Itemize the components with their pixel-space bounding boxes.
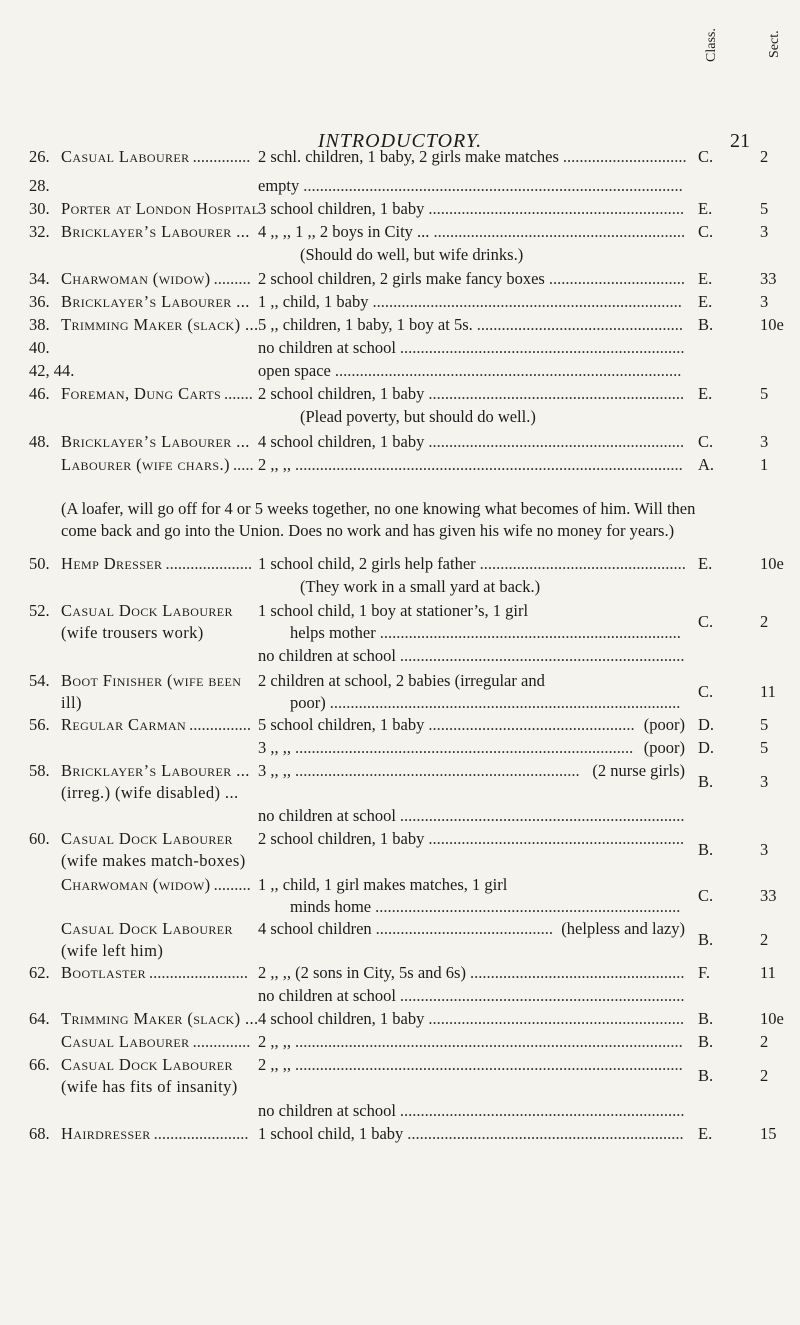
entry-row <box>0 645 800 667</box>
class-letter: C. <box>698 432 714 451</box>
section-number: 5 <box>760 384 769 403</box>
entry-row <box>0 291 800 313</box>
house-number: 30. <box>29 199 50 218</box>
dot-leader: ......... <box>213 269 251 288</box>
occupation-note: (wife makes match-boxes) <box>61 851 246 870</box>
class-letter: E. <box>698 292 713 311</box>
dot-leader: ......................................................................... <box>379 623 681 642</box>
occupation: Bricklayer’s Labourer ... <box>61 761 250 780</box>
entry-row <box>0 431 800 453</box>
entry-row <box>0 360 800 382</box>
entry-row <box>0 454 800 476</box>
household-description-cont: poor) <box>290 693 326 712</box>
household-description: 4 school children, 1 baby <box>258 1009 425 1028</box>
dot-leader: .................................................. <box>476 315 684 334</box>
household-remark: (poor) <box>643 738 685 757</box>
dot-leader: ....... <box>224 384 253 403</box>
dot-leader: ................................. <box>548 269 685 288</box>
household-remark: (poor) <box>643 715 685 734</box>
dot-leader: ............................................................................................ <box>303 176 683 195</box>
household-description: open space <box>258 361 331 380</box>
household-description: 1 school child, 1 baby <box>258 1124 404 1143</box>
household-description: 5 ,, children, 1 baby, 1 boy at 5s. <box>258 315 473 334</box>
occupation: Bootlaster <box>61 963 147 982</box>
dot-leader: .............................................................. <box>428 199 685 218</box>
occupation: Regular Carman <box>61 715 187 734</box>
class-letter: B. <box>698 930 714 949</box>
entry-row <box>0 337 800 359</box>
entry-row <box>0 406 800 428</box>
house-number: 34. <box>29 269 50 288</box>
entry-row <box>0 314 800 336</box>
entry-row <box>0 1054 800 1096</box>
class-letter: C. <box>698 222 714 241</box>
section-number: 11 <box>760 682 776 701</box>
dot-leader: ............... <box>189 715 251 734</box>
dot-leader: .................................................................................... <box>334 361 682 380</box>
section-number: 5 <box>760 199 769 218</box>
household-description: 3 ,, ,, <box>258 738 291 757</box>
class-letter: E. <box>698 554 713 573</box>
house-number: 60. <box>29 829 50 848</box>
entry-row <box>0 918 800 960</box>
household-description: no children at school <box>258 338 396 357</box>
sect-column-header: Sect. <box>767 30 782 58</box>
class-letter: B. <box>698 840 714 859</box>
dot-leader: ........................................................................... <box>372 292 682 311</box>
section-number: 2 <box>760 612 769 631</box>
house-number: 32. <box>29 222 50 241</box>
household-description: empty <box>258 176 300 195</box>
occupation: Charwoman (widow) <box>61 269 211 288</box>
entry-row <box>0 268 800 290</box>
house-number: 46. <box>29 384 50 403</box>
entry-row <box>0 828 800 870</box>
class-letter: D. <box>698 715 715 734</box>
dot-leader: .............................................................................................. <box>295 1055 683 1074</box>
section-number: 3 <box>760 772 769 791</box>
entry-row <box>0 1123 800 1145</box>
occupation: Hemp Dresser <box>61 554 163 573</box>
occupation-note: (wife has fits of insanity) <box>61 1077 238 1096</box>
section-number: 15 <box>760 1124 777 1143</box>
house-number: 68. <box>29 1124 50 1143</box>
dot-leader: ............................................................. <box>433 222 686 241</box>
household-remark: (helpless and lazy) <box>561 919 685 938</box>
section-number: 10e <box>760 554 784 573</box>
occupation: Bricklayer’s Labourer ... <box>61 432 250 451</box>
class-letter: C. <box>698 886 714 905</box>
house-number: 58. <box>29 761 50 780</box>
class-column-header: Class. <box>704 28 719 62</box>
household-description: 2 children at school, 2 babies (irregular and <box>258 671 545 690</box>
class-letter: B. <box>698 1032 714 1051</box>
class-letter: E. <box>698 1124 713 1143</box>
class-letter: A. <box>698 455 715 474</box>
household-description: (Should do well, but wife drinks.) <box>300 245 524 264</box>
entry-row <box>0 985 800 1007</box>
household-description: no children at school <box>258 1101 396 1120</box>
household-description: 1 school child, 2 girls help father <box>258 554 476 573</box>
household-description: 2 ,, ,, (2 sons in City, 5s and 6s) <box>258 963 466 982</box>
entry-row <box>0 1100 800 1122</box>
chapter-title: INTRODUCTORY. <box>317 130 483 152</box>
household-description: no children at school <box>258 986 396 1005</box>
dot-leader: .............................................................. <box>428 1009 685 1028</box>
occupation-note: (irreg.) (wife disabled) ... <box>61 783 239 802</box>
section-number: 33 <box>760 269 777 288</box>
household-description-cont: minds home <box>290 897 372 916</box>
household-description: 2 ,, ,, <box>258 455 291 474</box>
entry-row <box>0 1008 800 1030</box>
section-number: 3 <box>760 292 769 311</box>
household-description: 1 ,, child, 1 girl makes matches, 1 girl <box>258 875 508 894</box>
occupation-note: (wife trousers work) <box>61 623 204 642</box>
house-number: 64. <box>29 1009 50 1028</box>
entry-row <box>0 175 800 197</box>
loafer-note: (A loafer, will go off for 4 or 5 weeks together, no one knowing what becomes of him. Will then come back and go into the Union. Does no work and has given his wife no money for years.) <box>61 499 696 540</box>
entry-row <box>0 1031 800 1053</box>
household-description: no children at school <box>258 806 396 825</box>
entry-row <box>0 221 800 243</box>
dot-leader: ..... <box>232 455 254 474</box>
section-number: 3 <box>760 840 769 859</box>
entry-row <box>0 576 800 598</box>
household-description: 2 school children, 1 baby <box>258 384 425 403</box>
section-number: 33 <box>760 886 777 905</box>
section-number: 5 <box>760 715 769 734</box>
occupation: Casual Labourer <box>61 147 190 166</box>
class-letter: E. <box>698 269 713 288</box>
dot-leader: ..................................................................... <box>399 1101 685 1120</box>
dot-leader: .................................................. <box>428 715 635 734</box>
class-letter: F. <box>698 963 710 982</box>
house-number: 26. <box>29 147 50 166</box>
household-description: 4 school children, 1 baby <box>258 432 425 451</box>
household-description: 3 school children, 1 baby <box>258 199 425 218</box>
entry-row <box>0 962 800 984</box>
house-number: 42, 44. <box>29 361 75 380</box>
section-number: 5 <box>760 738 769 757</box>
entry-row <box>0 670 800 712</box>
household-description: 3 ,, ,, <box>258 761 291 780</box>
household-description: (They work in a small yard at back.) <box>300 577 541 596</box>
occupation: Casual Dock Labourer <box>61 919 233 938</box>
dot-leader: .............. <box>192 147 251 166</box>
class-letter: B. <box>698 772 714 791</box>
section-number: 10e <box>760 315 784 334</box>
occupation: Casual Dock Labourer <box>61 829 233 848</box>
occupation: Trimming Maker (slack) ... <box>61 315 259 334</box>
occupation: Casual Dock Labourer <box>61 1055 233 1074</box>
house-number: 48. <box>29 432 50 451</box>
section-number: 2 <box>760 1032 769 1051</box>
entry-row <box>0 874 800 916</box>
occupation: Labourer (wife chars.) <box>61 455 230 474</box>
household-description: (Plead poverty, but should do well.) <box>300 407 536 426</box>
household-description-cont: helps mother <box>290 623 376 642</box>
household-description: no children at school <box>258 646 396 665</box>
section-number: 3 <box>760 222 769 241</box>
occupation: Bricklayer’s Labourer ... <box>61 292 250 311</box>
class-letter: B. <box>698 315 714 334</box>
dot-leader: .......................................................................... <box>375 897 681 916</box>
section-number: 3 <box>760 432 769 451</box>
occupation: Casual Labourer <box>61 1032 190 1051</box>
section-number: 2 <box>760 1066 769 1085</box>
house-number: 54. <box>29 671 50 690</box>
house-number: 66. <box>29 1055 50 1074</box>
dot-leader: .............................................................. <box>428 829 685 848</box>
household-description: 2 school children, 2 girls make fancy boxes <box>258 269 545 288</box>
occupation-note: (wife left him) <box>61 941 164 960</box>
occupation: Foreman, Dung Carts <box>61 384 222 403</box>
dot-leader: ....................... <box>153 1124 249 1143</box>
house-number: 50. <box>29 554 50 573</box>
occupation: Hairdresser <box>61 1124 151 1143</box>
class-letter: E. <box>698 199 713 218</box>
section-number: 10e <box>760 1009 784 1028</box>
class-letter: C. <box>698 612 714 631</box>
dot-leader: ................................................................... <box>407 1124 684 1143</box>
entry-row <box>0 805 800 827</box>
page-number: 21 <box>730 130 750 152</box>
dot-leader: ........................ <box>149 963 249 982</box>
dot-leader: ..................................................................... <box>399 986 685 1005</box>
dot-leader: ..................................................................................... <box>329 693 681 712</box>
house-number: 38. <box>29 315 50 334</box>
occupation: Porter at London Hospital <box>61 199 260 218</box>
occupation-note: ill) <box>61 693 82 712</box>
entry-row <box>0 383 800 405</box>
occupation: Boot Finisher (wife been <box>61 671 242 690</box>
dot-leader: .................................................. <box>479 554 686 573</box>
dot-leader: .............................................................................................. <box>295 455 683 474</box>
dot-leader: ......... <box>213 875 251 894</box>
dot-leader: ..................................................................... <box>399 338 685 357</box>
entry-row <box>0 553 800 575</box>
household-description: 2 ,, ,, <box>258 1055 291 1074</box>
section-number: 2 <box>760 930 769 949</box>
dot-leader: .............................................................. <box>428 384 685 403</box>
dot-leader: .................................................... <box>469 963 685 982</box>
house-number: 56. <box>29 715 50 734</box>
dot-leader: ..................................................................... <box>295 761 580 780</box>
house-number: 36. <box>29 292 50 311</box>
entry-row <box>0 244 800 266</box>
household-description: 4 ,, ,, 1 ,, 2 boys in City ... <box>258 222 430 241</box>
section-number: 11 <box>760 963 776 982</box>
household-remark: (2 nurse girls) <box>592 761 685 780</box>
entry-row <box>0 146 800 168</box>
household-description: 2 ,, ,, <box>258 1032 291 1051</box>
entry-row <box>0 714 800 736</box>
house-number: 28. <box>29 176 50 195</box>
entry-row <box>0 737 800 759</box>
occupation: Trimming Maker (slack) ... <box>61 1009 259 1028</box>
section-number: 1 <box>760 455 769 474</box>
dot-leader: .............................. <box>562 147 687 166</box>
household-description: 5 school children, 1 baby <box>258 715 425 734</box>
class-letter: B. <box>698 1009 714 1028</box>
entry-row <box>0 600 800 642</box>
class-letter: E. <box>698 384 713 403</box>
entry-row <box>0 760 800 802</box>
occupation: Casual Dock Labourer <box>61 601 233 620</box>
dot-leader: ..................... <box>165 554 253 573</box>
dot-leader: ..................................................................... <box>399 646 685 665</box>
entry-row <box>0 198 800 220</box>
house-number: 40. <box>29 338 50 357</box>
occupation: Bricklayer’s Labourer ... <box>61 222 250 241</box>
dot-leader: ..................................................................... <box>399 806 685 825</box>
section-number: 2 <box>760 147 769 166</box>
household-description: 4 school children <box>258 919 372 938</box>
class-letter: C. <box>698 682 714 701</box>
household-description: 1 school child, 1 boy at stationer’s, 1 girl <box>258 601 529 620</box>
house-number: 62. <box>29 963 50 982</box>
household-description: 2 school children, 1 baby <box>258 829 425 848</box>
dot-leader: .............................................................................................. <box>295 1032 683 1051</box>
dot-leader: .................................................................................. <box>295 738 634 757</box>
house-number: 52. <box>29 601 50 620</box>
household-description: 1 ,, child, 1 baby <box>258 292 369 311</box>
class-letter: D. <box>698 738 715 757</box>
household-description: 2 schl. children, 1 baby, 2 girls make matches <box>258 147 559 166</box>
dot-leader: .............................................................. <box>428 432 685 451</box>
class-letter: B. <box>698 1066 714 1085</box>
occupation: Charwoman (widow) <box>61 875 211 894</box>
dot-leader: ........................................... <box>375 919 554 938</box>
class-letter: C. <box>698 147 714 166</box>
dot-leader: .............. <box>192 1032 251 1051</box>
